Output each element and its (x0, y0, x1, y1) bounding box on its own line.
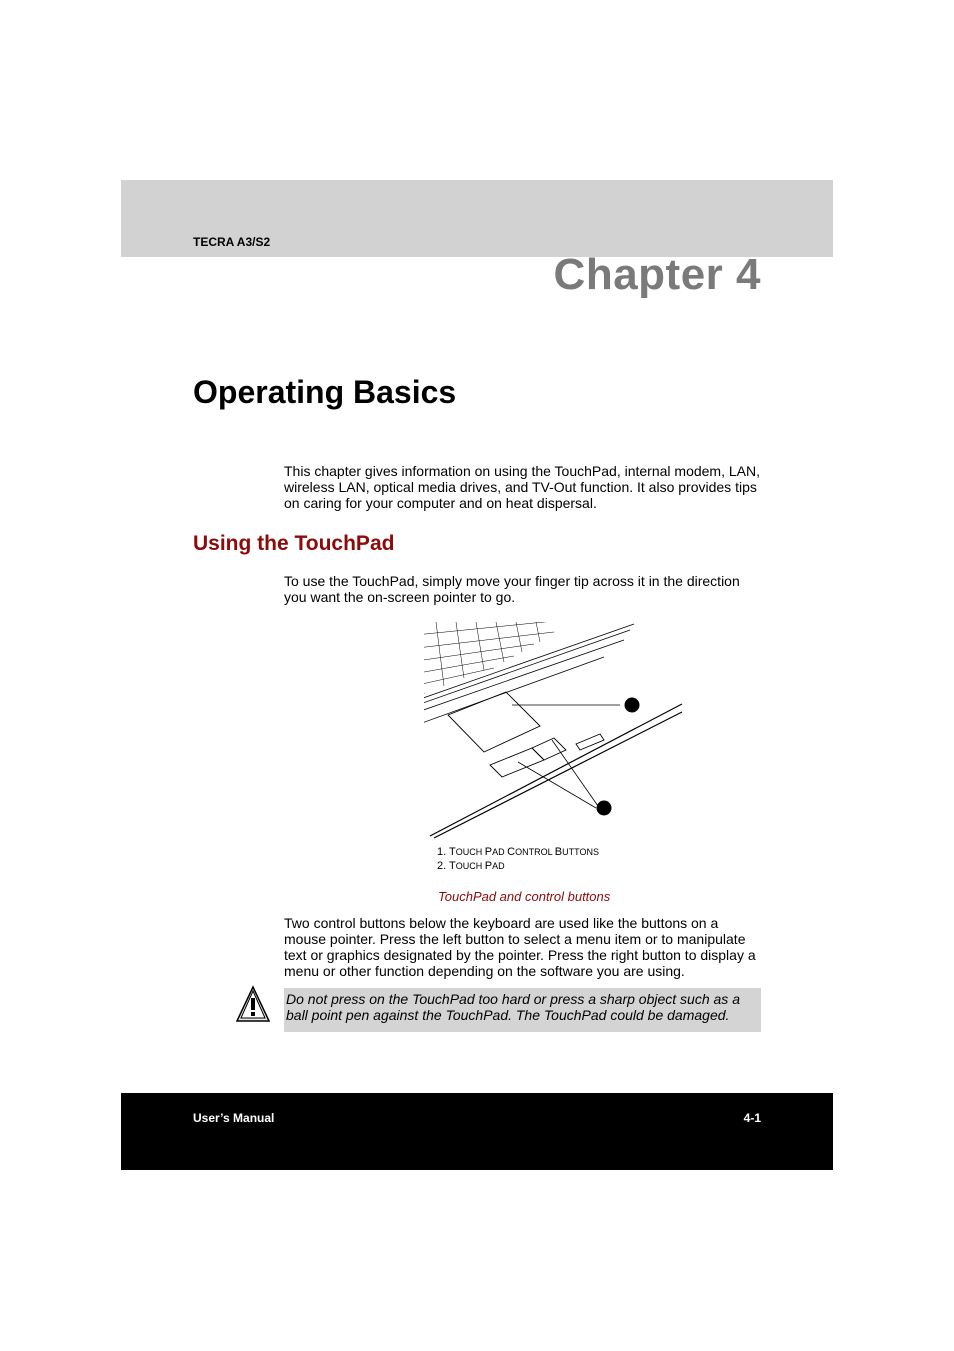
caution-note-text: Do not press on the TouchPad too hard or press a sharp object such as a ball point pen against the TouchPad. The TouchPad could be damaged. (286, 991, 740, 1023)
page-title: Operating Basics (193, 374, 457, 410)
keyboard-drawing (424, 622, 634, 744)
footer-band (121, 1093, 833, 1170)
legend-item-touchpad-control-buttons: 1. TOUCH PAD CONTROL BUTTONS (437, 846, 599, 858)
page-number: 4-1 (743, 1111, 761, 1125)
palm-rest-edge (430, 704, 682, 838)
callout-marker-2 (597, 801, 612, 816)
footer-manual-label: User’s Manual (193, 1111, 275, 1125)
section-heading: Using the TouchPad (193, 532, 395, 555)
touchpad-intro-paragraph: To use the TouchPad, simply move your finger tip across it in the direction you want the on-screen pointer to go. (284, 573, 740, 605)
figure-legend (437, 845, 599, 873)
control-buttons-paragraph: Two control buttons below the keyboard are used like the buttons on a mouse pointer. Press the left button to select a menu item or to manipulate text or graphics designated by the pointer. Press the right button to display a menu or other function depending on the software you are using. (284, 915, 756, 979)
legend-item-touchpad: 2. TOUCH PAD (437, 860, 505, 872)
touchpad-illustration (424, 622, 686, 840)
intro-paragraph: This chapter gives information on using the TouchPad, internal modem, LAN, wireless LAN, optical media drives, and TV-Out function. It also provides tips on caring for your computer and on heat dispersal. (284, 463, 760, 511)
product-name: TECRA A3/S2 (193, 235, 271, 249)
callout-marker-1 (625, 698, 640, 713)
callout-lines (512, 705, 620, 808)
figure-caption: TouchPad and control buttons (438, 889, 611, 904)
chapter-title: Chapter 4 (553, 250, 761, 299)
warning-icon (235, 985, 271, 1025)
